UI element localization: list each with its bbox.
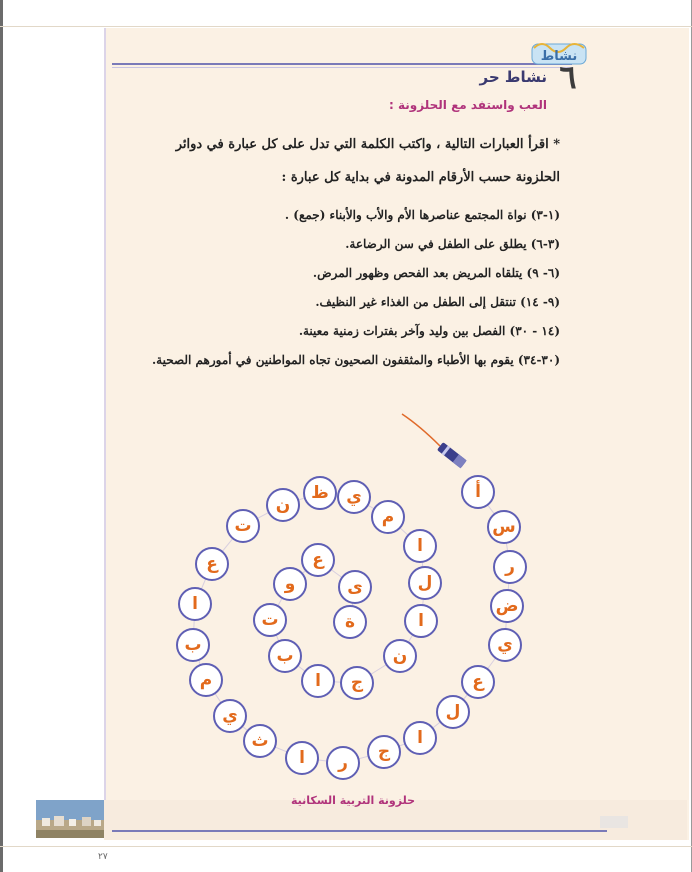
spiral-circle[interactable]: ا [178, 587, 212, 621]
instruction-line-2: الحلزونة حسب الأرقام المدونة في بداية كل عبارة : [281, 170, 560, 185]
spiral-circle[interactable]: ر [493, 550, 527, 584]
spiral-circle[interactable]: ر [326, 746, 360, 780]
activity-number: ٦ [559, 58, 577, 96]
clue-range: (٣-٦) [526, 237, 560, 251]
page-number: ٢٧ [98, 852, 108, 862]
clue-range: (١-٣) [526, 208, 560, 222]
spiral-circle[interactable]: ى [338, 570, 372, 604]
clue-text: الفصل بين وليد وآخر بفترات زمنية معينة. [298, 324, 506, 338]
clue-text: نواة المجتمع عناصرها الأم والأب والأبناء (جمع) . [284, 208, 527, 222]
spiral-caption: حلزونة التربية السكانية [291, 794, 415, 807]
landscape-photo [36, 800, 104, 838]
clue-item [152, 353, 560, 367]
page-left-edge [0, 0, 3, 872]
activity-subtitle: العب واستفد مع الحلزونة : [389, 98, 547, 112]
footer-rule [112, 830, 607, 832]
logo-text: نشاط [540, 49, 578, 64]
spiral-circle[interactable]: أ [461, 475, 495, 509]
spiral-circle[interactable]: ي [337, 480, 371, 514]
spiral-circle[interactable]: ت [253, 603, 287, 637]
activity-title: نشاط حر [479, 68, 547, 86]
spiral-circle[interactable]: ي [488, 628, 522, 662]
spiral-circle[interactable]: ن [266, 488, 300, 522]
spiral-circle[interactable]: ت [226, 509, 260, 543]
spiral-circle[interactable]: ع [301, 543, 335, 577]
spiral-circle[interactable]: ض [490, 589, 524, 623]
spiral-circle[interactable]: ة [333, 605, 367, 639]
pen-icon [400, 412, 472, 470]
clue-text: يقوم بها الأطباء والمثقفون الصحيون تجاه المواطنين في أمورهم الصحية. [152, 353, 514, 367]
spiral-circle[interactable]: ل [436, 695, 470, 729]
spiral-circle[interactable]: س [487, 510, 521, 544]
clue-item [299, 324, 560, 338]
spiral-circle[interactable]: ب [268, 639, 302, 673]
spiral-circle[interactable]: م [371, 500, 405, 534]
clue-text: تنتقل إلى الطفل من الغذاء غير النظيف. [315, 295, 516, 309]
clue-item [345, 237, 560, 251]
clue-item [285, 208, 560, 222]
clue-text: يتلقاه المريض بعد الفحص وظهور المرض. [312, 266, 523, 280]
spiral-circle[interactable]: ب [176, 628, 210, 662]
spiral-circle[interactable]: ل [408, 566, 442, 600]
clue-range: (٩- ١٤) [515, 295, 560, 309]
watermark-badge [600, 816, 628, 828]
spiral-circle[interactable]: ي [213, 699, 247, 733]
top-divider [0, 26, 692, 27]
spiral-circle[interactable]: ا [403, 529, 437, 563]
spiral-circle[interactable]: ا [404, 604, 438, 638]
clue-range: (١٤ - ٣٠) [505, 324, 560, 338]
clue-text: يطلق على الطفل في سن الرضاعة. [345, 237, 527, 251]
spiral-circle[interactable]: ا [403, 721, 437, 755]
header-rule [112, 63, 572, 65]
spiral-circle[interactable]: ا [301, 664, 335, 698]
instruction-line-1: * اقرأ العبارات التالية ، واكتب الكلمة التي تدل على كل عبارة في دوائر [175, 137, 560, 152]
instructions [140, 128, 560, 194]
spiral-circle[interactable]: و [273, 567, 307, 601]
spiral-circle[interactable]: ا [285, 741, 319, 775]
clue-range: (٦- ٩) [522, 266, 560, 280]
spiral-circle[interactable]: ج [340, 666, 374, 700]
spiral-circle[interactable]: ع [195, 547, 229, 581]
spiral-circle[interactable]: ن [383, 639, 417, 673]
spiral-circle[interactable]: ث [243, 724, 277, 758]
spiral-circle[interactable]: ع [461, 665, 495, 699]
clue-item [315, 295, 560, 309]
spiral-circle[interactable]: م [189, 663, 223, 697]
clue-item [313, 266, 560, 280]
clue-range: (٣٠-٣٤) [513, 353, 560, 367]
bottom-divider [0, 846, 692, 847]
spiral-circle[interactable]: ظ [303, 476, 337, 510]
spiral-circle[interactable]: ج [367, 735, 401, 769]
